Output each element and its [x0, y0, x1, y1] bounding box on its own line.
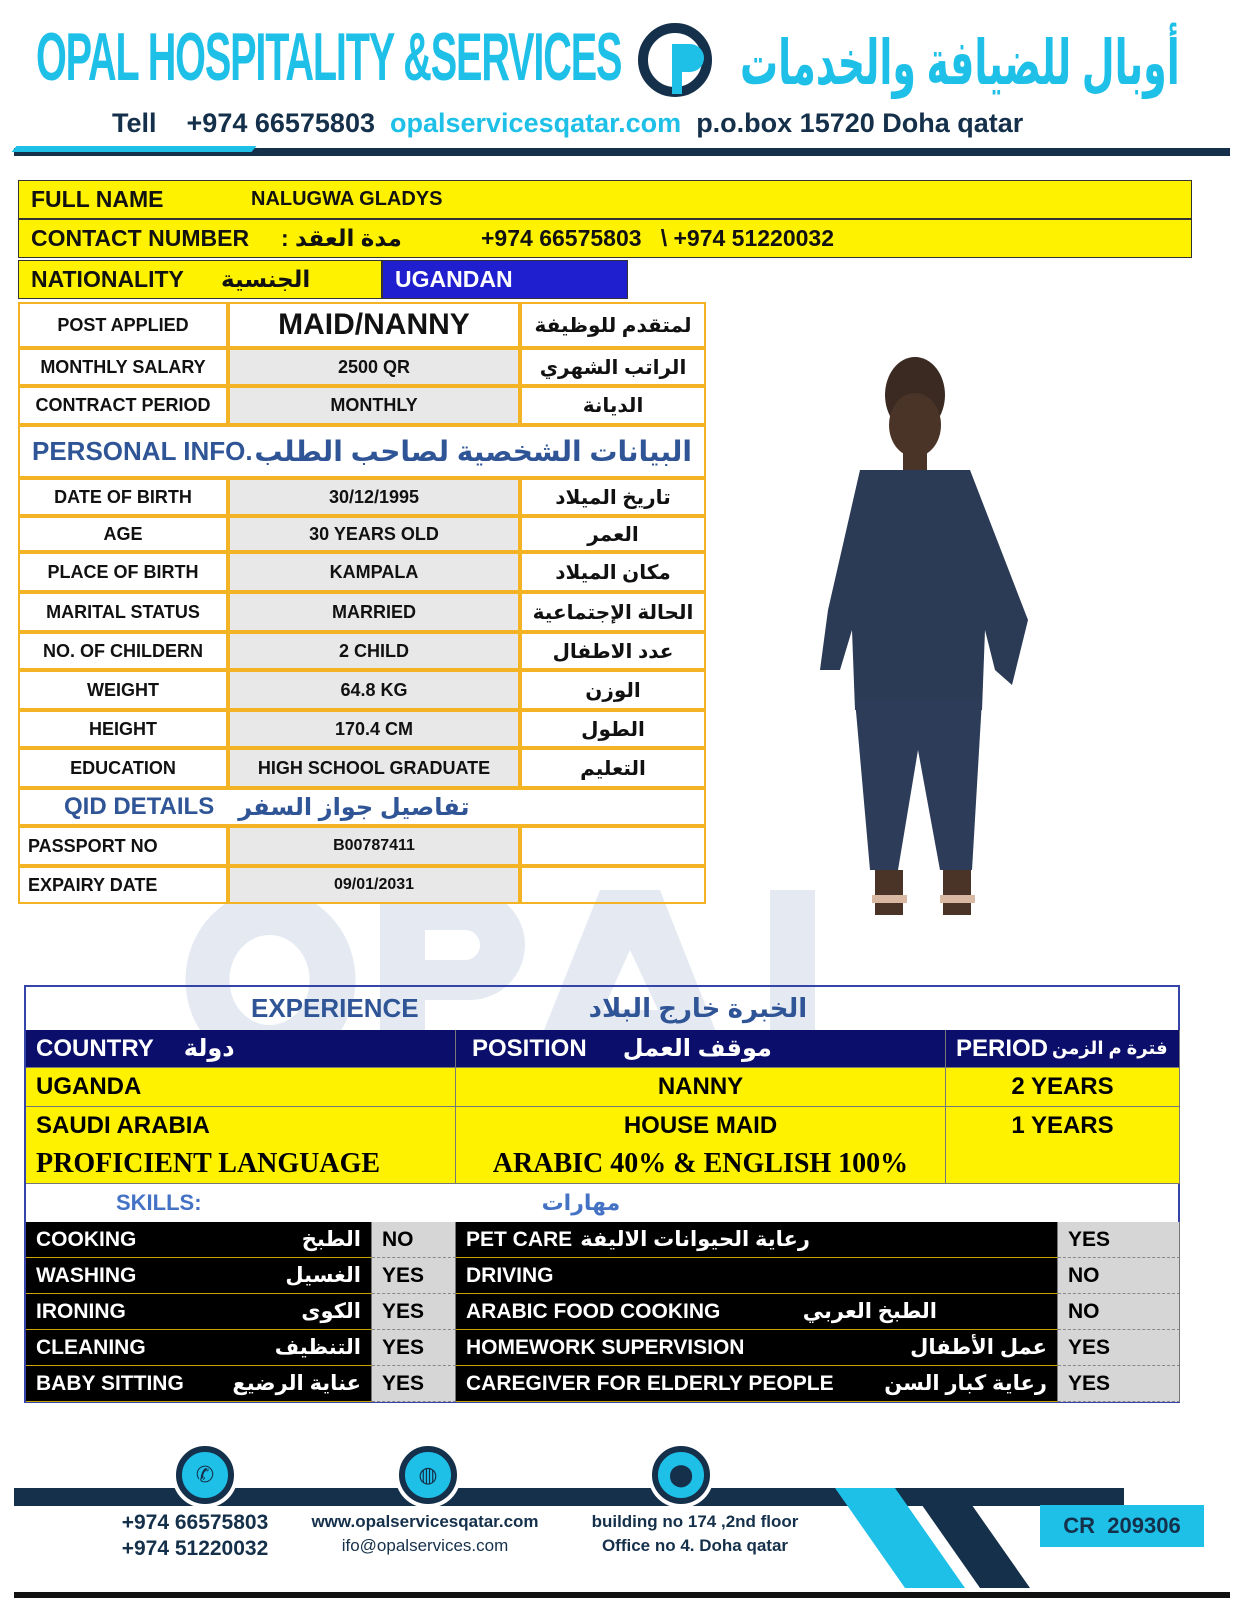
skill-value: YES [372, 1330, 456, 1366]
skill-value: YES [372, 1258, 456, 1294]
qid-label-ar [520, 866, 706, 904]
personal-row-label: PLACE OF BIRTH [18, 552, 228, 592]
skill-label-ar: التنظيف [274, 1336, 361, 1359]
language-value: ARABIC 40% & ENGLISH 100% [456, 1145, 946, 1184]
skill-value: NO [1058, 1294, 1180, 1330]
experience-period: 2 YEARS [946, 1068, 1180, 1107]
personal-row-label-ar: العمر [520, 516, 706, 552]
personal-row-label: WEIGHT [18, 670, 228, 710]
footer-website[interactable]: www.opalservicesqatar.com [311, 1512, 539, 1531]
skill-left [26, 1222, 372, 1258]
skill-label: WASHING [36, 1263, 137, 1287]
globe-icon: ◍ [399, 1446, 457, 1504]
job-row-label-ar: الراتب الشهري [520, 348, 706, 386]
footer-address-1: building no 174 ,2nd floor [591, 1512, 799, 1531]
skill-label-ar: رعاية الحيوانات الاليفة [580, 1228, 810, 1251]
skill-label-ar: عمل الأطفال [910, 1336, 1047, 1359]
experience-position: HOUSE MAID [456, 1107, 946, 1146]
nationality-row [18, 260, 382, 299]
personal-row-label: DATE OF BIRTH [18, 478, 228, 516]
cr-number: CR 209306 [1040, 1505, 1204, 1547]
skills-header [26, 1184, 1178, 1222]
col-country [26, 1030, 456, 1068]
skill-value: YES [1058, 1330, 1180, 1366]
col-country-label: COUNTRY [36, 1034, 154, 1062]
qid-header [18, 788, 706, 826]
qid-label: EXPAIRY DATE [18, 866, 228, 904]
personal-row-label-ar: الحالة الإجتماعية [520, 592, 706, 632]
brand-name-ar: أوبال للضيافة والخدمات [740, 29, 1180, 98]
col-position-label: POSITION [472, 1034, 587, 1062]
skill-left [26, 1294, 372, 1330]
opal-logo-icon [630, 22, 725, 102]
skill-label: IRONING [36, 1299, 126, 1323]
footer-web [300, 1510, 550, 1558]
col-period [946, 1030, 1180, 1068]
col-position-label-ar: موقف العمل [622, 1035, 772, 1062]
qid-label-ar [520, 826, 706, 866]
header-phone: +974 66575803 [186, 108, 375, 138]
experience-position: NANNY [456, 1068, 946, 1107]
contact-label: CONTACT NUMBER [31, 225, 250, 251]
skills-title: SKILLS: [116, 1190, 202, 1215]
col-country-label-ar: دولة [183, 1035, 235, 1062]
personal-row-value: 2 CHILD [228, 632, 520, 670]
personal-row-label: AGE [18, 516, 228, 552]
footer-phone-2: +974 51220032 [121, 1537, 269, 1560]
job-row-value: MONTHLY [228, 386, 520, 425]
experience-period: 1 YEARS [946, 1107, 1180, 1146]
skill-label: BABY SITTING [36, 1371, 184, 1395]
skill-label-ar: الكوى [301, 1300, 361, 1323]
location-pin-icon: ⬤ [652, 1446, 710, 1504]
job-row-label: POST APPLIED [18, 302, 228, 348]
skill-left [26, 1330, 372, 1366]
personal-row-value: MARRIED [228, 592, 520, 632]
phone-icon: ✆ [176, 1446, 234, 1504]
job-row-value: 2500 QR [228, 348, 520, 386]
skill-value: NO [372, 1222, 456, 1258]
col-position [456, 1030, 946, 1068]
personal-row-label: NO. OF CHILDERN [18, 632, 228, 670]
skill-left [26, 1366, 372, 1402]
personal-row-value: KAMPALA [228, 552, 520, 592]
personal-row-label: EDUCATION [18, 748, 228, 788]
skill-label-ar: الطبخ [301, 1228, 361, 1251]
personal-info-title-ar: البيانات الشخصية لصاحب الطلب [254, 436, 692, 467]
skill-label: HOMEWORK SUPERVISION [466, 1335, 745, 1359]
personal-row-label-ar: عدد الاطفال [520, 632, 706, 670]
footer-phones [95, 1510, 295, 1562]
personal-row-value: 64.8 KG [228, 670, 520, 710]
experience-title-ar: الخبرة خارج البلاد [588, 993, 808, 1023]
language-label: PROFICIENT LANGUAGE [26, 1145, 456, 1184]
job-row-value: MAID/NANNY [228, 302, 520, 348]
header-website: opalservicesqatar.com [390, 108, 682, 138]
qid-title-ar: تفاصيل جواز السفر [238, 793, 470, 821]
skill-value: YES [1058, 1222, 1180, 1258]
personal-row-value: HIGH SCHOOL GRADUATE [228, 748, 520, 788]
skill-value: NO [1058, 1258, 1180, 1294]
skill-label: COOKING [36, 1227, 137, 1251]
personal-row-value: 170.4 CM [228, 710, 520, 748]
job-row-label-ar: لمتقدم للوظيفة [520, 302, 706, 348]
full-name-value: NALUGWA GLADYS [251, 188, 443, 210]
personal-row-label: MARITAL STATUS [18, 592, 228, 632]
personal-row-label-ar: الوزن [520, 670, 706, 710]
footer-address [565, 1510, 825, 1558]
full-name-label: FULL NAME [31, 186, 164, 212]
skill-right [456, 1330, 1058, 1366]
skill-right [456, 1366, 1058, 1402]
nationality-value: UGANDAN [382, 260, 628, 299]
personal-info-title: PERSONAL INFO. [32, 436, 253, 466]
tell-label: Tell [112, 108, 157, 138]
job-row-label: MONTHLY SALARY [18, 348, 228, 386]
skill-value: YES [372, 1366, 456, 1402]
header-accent [11, 146, 256, 152]
skill-label: DRIVING [466, 1263, 554, 1287]
skill-right [456, 1294, 1058, 1330]
qid-value: 09/01/2031 [228, 866, 520, 904]
skill-value: YES [1058, 1366, 1180, 1402]
skill-right [456, 1258, 1058, 1294]
nationality-label-ar: الجنسية [221, 266, 311, 292]
bottom-border [14, 1592, 1230, 1598]
brand-name-en: OPAL HOSPITALITY &SERVICES [36, 19, 622, 95]
skill-label-ar: رعاية كبار السن [884, 1372, 1047, 1395]
contact-value: +974 66575803 \ +974 51220032 [481, 225, 835, 251]
skill-value: YES [372, 1294, 456, 1330]
personal-row-label-ar: تاريخ الميلاد [520, 478, 706, 516]
skill-label: CAREGIVER FOR ELDERLY PEOPLE [466, 1371, 834, 1395]
personal-row-label-ar: الطول [520, 710, 706, 748]
job-row-label: CONTRACT PERIOD [18, 386, 228, 425]
qid-title: QID DETAILS [64, 793, 215, 820]
footer-address-2: Office no 4. Doha qatar [601, 1536, 789, 1555]
col-period-label-ar: فترة م الزمن [1052, 1038, 1168, 1058]
personal-row-label: HEIGHT [18, 710, 228, 748]
header-contact-line [112, 108, 1023, 139]
experience-country: SAUDI ARABIA [26, 1107, 456, 1146]
nationality-label: NATIONALITY [31, 266, 184, 292]
candidate-photo [800, 340, 1040, 935]
footer-email[interactable]: ifo@opalservices.com [341, 1536, 509, 1555]
full-name-row [18, 180, 1192, 219]
skill-left [26, 1258, 372, 1294]
skill-label: PET CARE [466, 1227, 573, 1251]
experience-header [26, 987, 1178, 1030]
personal-row-label-ar: مكان الميلاد [520, 552, 706, 592]
col-period-label: PERIOD [956, 1034, 1049, 1062]
footer-phone-1: +974 66575803 [121, 1511, 269, 1534]
experience-country: UGANDA [26, 1068, 456, 1107]
skill-label: ARABIC FOOD COOKING [466, 1299, 721, 1323]
skill-label-ar: الغسيل [285, 1264, 361, 1287]
personal-row-label-ar: التعليم [520, 748, 706, 788]
skill-label: CLEANING [36, 1335, 146, 1359]
skill-label-ar: عناية الرضيع [232, 1372, 361, 1395]
personal-row-value: 30/12/1995 [228, 478, 520, 516]
skill-right [456, 1222, 1058, 1258]
qid-value: B00787411 [228, 826, 520, 866]
language-empty [946, 1145, 1180, 1184]
job-row-label-ar: الديانة [520, 386, 706, 425]
qid-label: PASSPORT NO [18, 826, 228, 866]
header-pobox: p.o.box 15720 Doha qatar [696, 108, 1024, 138]
skills-title-ar: مهارات [541, 1190, 621, 1215]
experience-title: EXPERIENCE [251, 993, 419, 1023]
contact-label-ar: مدة العقد : [281, 225, 402, 251]
contact-row [18, 219, 1192, 258]
personal-row-value: 30 YEARS OLD [228, 516, 520, 552]
skill-label-ar: الطبخ العربي [802, 1300, 937, 1323]
personal-info-header [18, 425, 706, 478]
